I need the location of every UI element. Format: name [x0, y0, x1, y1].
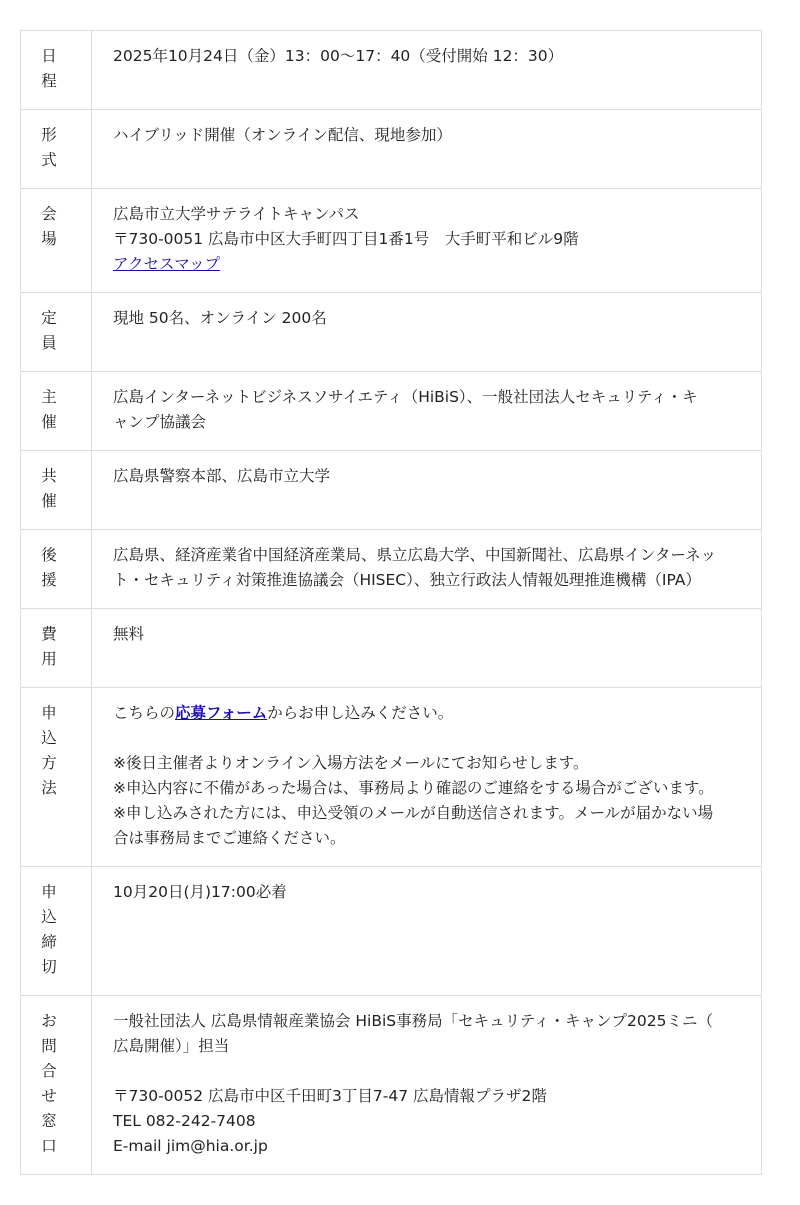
value-cell-deadline	[92, 867, 762, 996]
organizer-text-line1: 広島インターネットビジネスソサイエティ（HiBiS）、一般社団法人セキュリティ・キ	[113, 388, 698, 406]
value-cell-venue	[92, 189, 762, 293]
label-cell-organizer	[21, 372, 92, 451]
label-cell-support	[21, 530, 92, 609]
label-fee: 費 用	[41, 625, 57, 668]
row-date	[21, 31, 762, 110]
value-cell-organizer	[92, 372, 762, 451]
label-support: 後 援	[41, 546, 57, 589]
apply-note-receipt-line1: ※申し込みされた方には、申込受領のメールが自動送信されます。メールが届かない場	[113, 804, 714, 822]
row-apply	[21, 688, 762, 867]
row-support	[21, 530, 762, 609]
application-form-link[interactable]: 応募フォーム	[175, 704, 268, 722]
contact-org-line2: 広島開催）」担当	[113, 1037, 230, 1055]
label-organizer: 主 催	[41, 388, 57, 431]
event-info-table	[20, 30, 762, 1175]
label-cell-format	[21, 110, 92, 189]
contact-tel: TEL 082-242-7408	[113, 1112, 256, 1130]
row-contact	[21, 996, 762, 1175]
event-date-text: 2025年10月24日（金）13：00〜17：40（受付開始 12：30）	[113, 47, 564, 65]
label-cell-apply	[21, 688, 92, 867]
row-capacity	[21, 293, 762, 372]
capacity-text: 現地 50名、オンライン 200名	[113, 309, 327, 327]
label-cell-fee	[21, 609, 92, 688]
value-cell-fee	[92, 609, 762, 688]
access-map-link[interactable]: アクセスマップ	[113, 255, 221, 273]
label-apply: 申 込 方 法	[41, 704, 57, 797]
apply-note-receipt-line2: 合は事務局までご連絡ください。	[113, 829, 346, 847]
row-organizer	[21, 372, 762, 451]
deadline-text: 10月20日(月)17:00必着	[113, 883, 287, 901]
label-cell-contact	[21, 996, 92, 1175]
venue-address: 〒730-0051 広島市中区大手町四丁目1番1号 大手町平和ビル9階	[113, 230, 579, 248]
row-fee	[21, 609, 762, 688]
label-capacity: 定 員	[41, 309, 57, 352]
apply-intro: こちらの応募フォームからお申し込みください。	[113, 704, 454, 722]
row-venue	[21, 189, 762, 293]
value-cell-apply	[92, 688, 762, 867]
label-cell-date	[21, 31, 92, 110]
support-text-line2: ト・セキュリティ対策推進協議会（HISEC）、独立行政法人情報処理推進機構（IPA）	[113, 571, 701, 589]
contact-email: E-mail jim@hia.or.jp	[113, 1137, 268, 1155]
label-cohost: 共 催	[41, 467, 57, 510]
label-cell-deadline	[21, 867, 92, 996]
label-venue: 会 場	[41, 205, 57, 248]
label-cell-capacity	[21, 293, 92, 372]
row-deadline	[21, 867, 762, 996]
value-cell-capacity	[92, 293, 762, 372]
row-cohost	[21, 451, 762, 530]
label-cell-venue	[21, 189, 92, 293]
value-cell-support	[92, 530, 762, 609]
label-contact: お 問 合 せ 窓 口	[41, 1012, 57, 1155]
value-cell-format	[92, 110, 762, 189]
label-date: 日 程	[41, 47, 57, 90]
label-cell-cohost	[21, 451, 92, 530]
contact-org-line1: 一般社団法人 広島県情報産業協会 HiBiS事務局「セキュリティ・キャンプ2025ミニ（	[113, 1012, 713, 1030]
value-cell-date	[92, 31, 762, 110]
support-text-line1: 広島県、経済産業省中国経済産業局、県立広島大学、中国新聞社、広島県インターネッ	[113, 546, 717, 564]
value-cell-cohost	[92, 451, 762, 530]
venue-name: 広島市立大学サテライトキャンパス	[113, 205, 360, 223]
cohost-text: 広島県警察本部、広島市立大学	[113, 467, 331, 485]
row-format	[21, 110, 762, 189]
value-cell-contact	[92, 996, 762, 1175]
label-deadline: 申 込 締 切	[41, 883, 57, 976]
label-format: 形 式	[41, 126, 57, 169]
event-format-text: ハイブリッド開催（オンライン配信、現地参加）	[113, 126, 452, 144]
organizer-text-line2: ャンプ協議会	[113, 413, 207, 431]
apply-note-online: ※後日主催者よりオンライン入場方法をメールにてお知らせします。	[113, 754, 589, 772]
fee-text: 無料	[113, 625, 145, 643]
contact-address: 〒730-0052 広島市中区千田町3丁目7-47 広島情報プラザ2階	[113, 1087, 547, 1105]
apply-note-confirm: ※申込内容に不備があった場合は、事務局より確認のご連絡をする場合がございます。	[113, 779, 714, 797]
